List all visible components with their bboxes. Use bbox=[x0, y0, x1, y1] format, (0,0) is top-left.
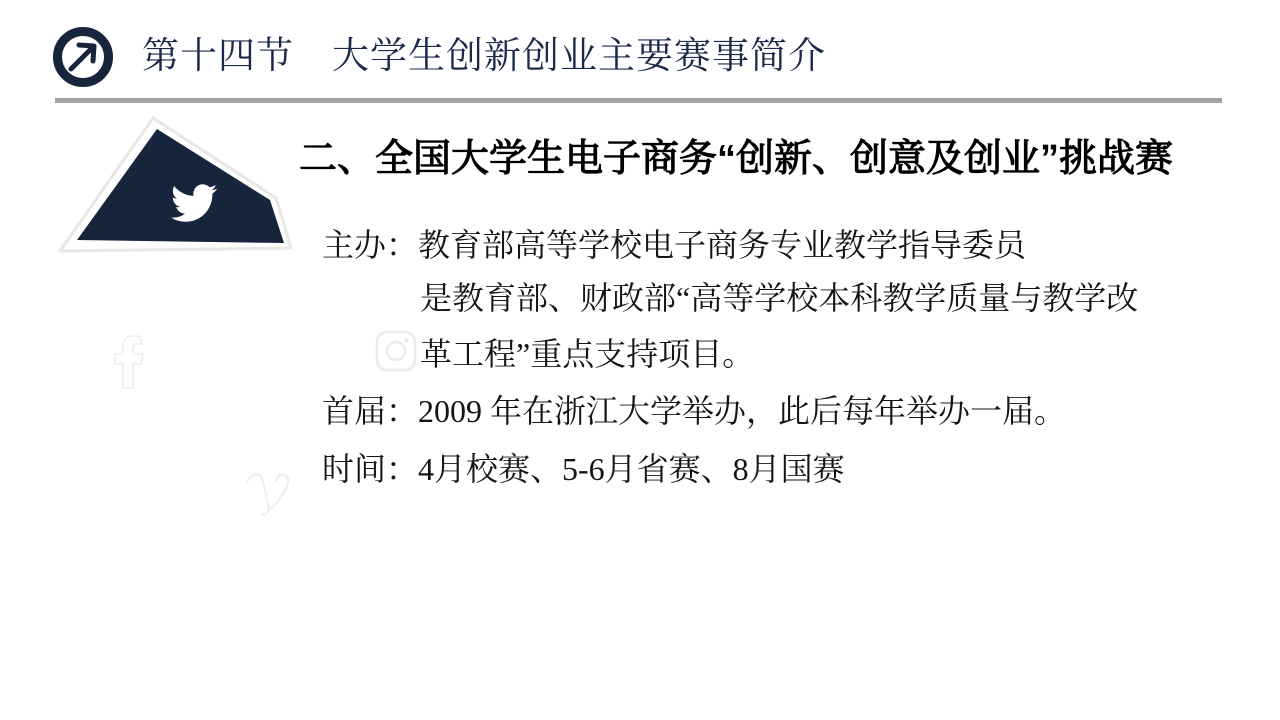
flag-fill bbox=[77, 129, 284, 243]
flag-banner bbox=[55, 112, 300, 258]
vimeo-icon bbox=[244, 466, 296, 520]
arrow-up-right-circle-icon bbox=[53, 27, 113, 87]
body-line-first-edition: 首届：2009 年在浙江大学举办，此后每年举办一届。 bbox=[322, 393, 1067, 429]
body-line-host-cont1: 是教育部、财政部“高等学校本科教学质量与教学改 bbox=[420, 280, 1139, 316]
section-title: 第十四节 大学生创新创业主要赛事简介 bbox=[142, 36, 826, 77]
body-line-host-cont2: 革工程”重点支持项目。 bbox=[420, 336, 755, 372]
body-line-schedule: 时间：4月校赛、5-6月省赛、8月国赛 bbox=[322, 451, 845, 487]
body-line-host: 主办：教育部高等学校电子商务专业教学指导委员 bbox=[322, 227, 1027, 263]
instagram-icon bbox=[374, 329, 418, 373]
facebook-icon bbox=[105, 328, 153, 392]
slide-heading: 二、全国大学生电子商务“创新、创意及创业”挑战赛 bbox=[299, 138, 1174, 180]
header-divider bbox=[55, 98, 1222, 103]
